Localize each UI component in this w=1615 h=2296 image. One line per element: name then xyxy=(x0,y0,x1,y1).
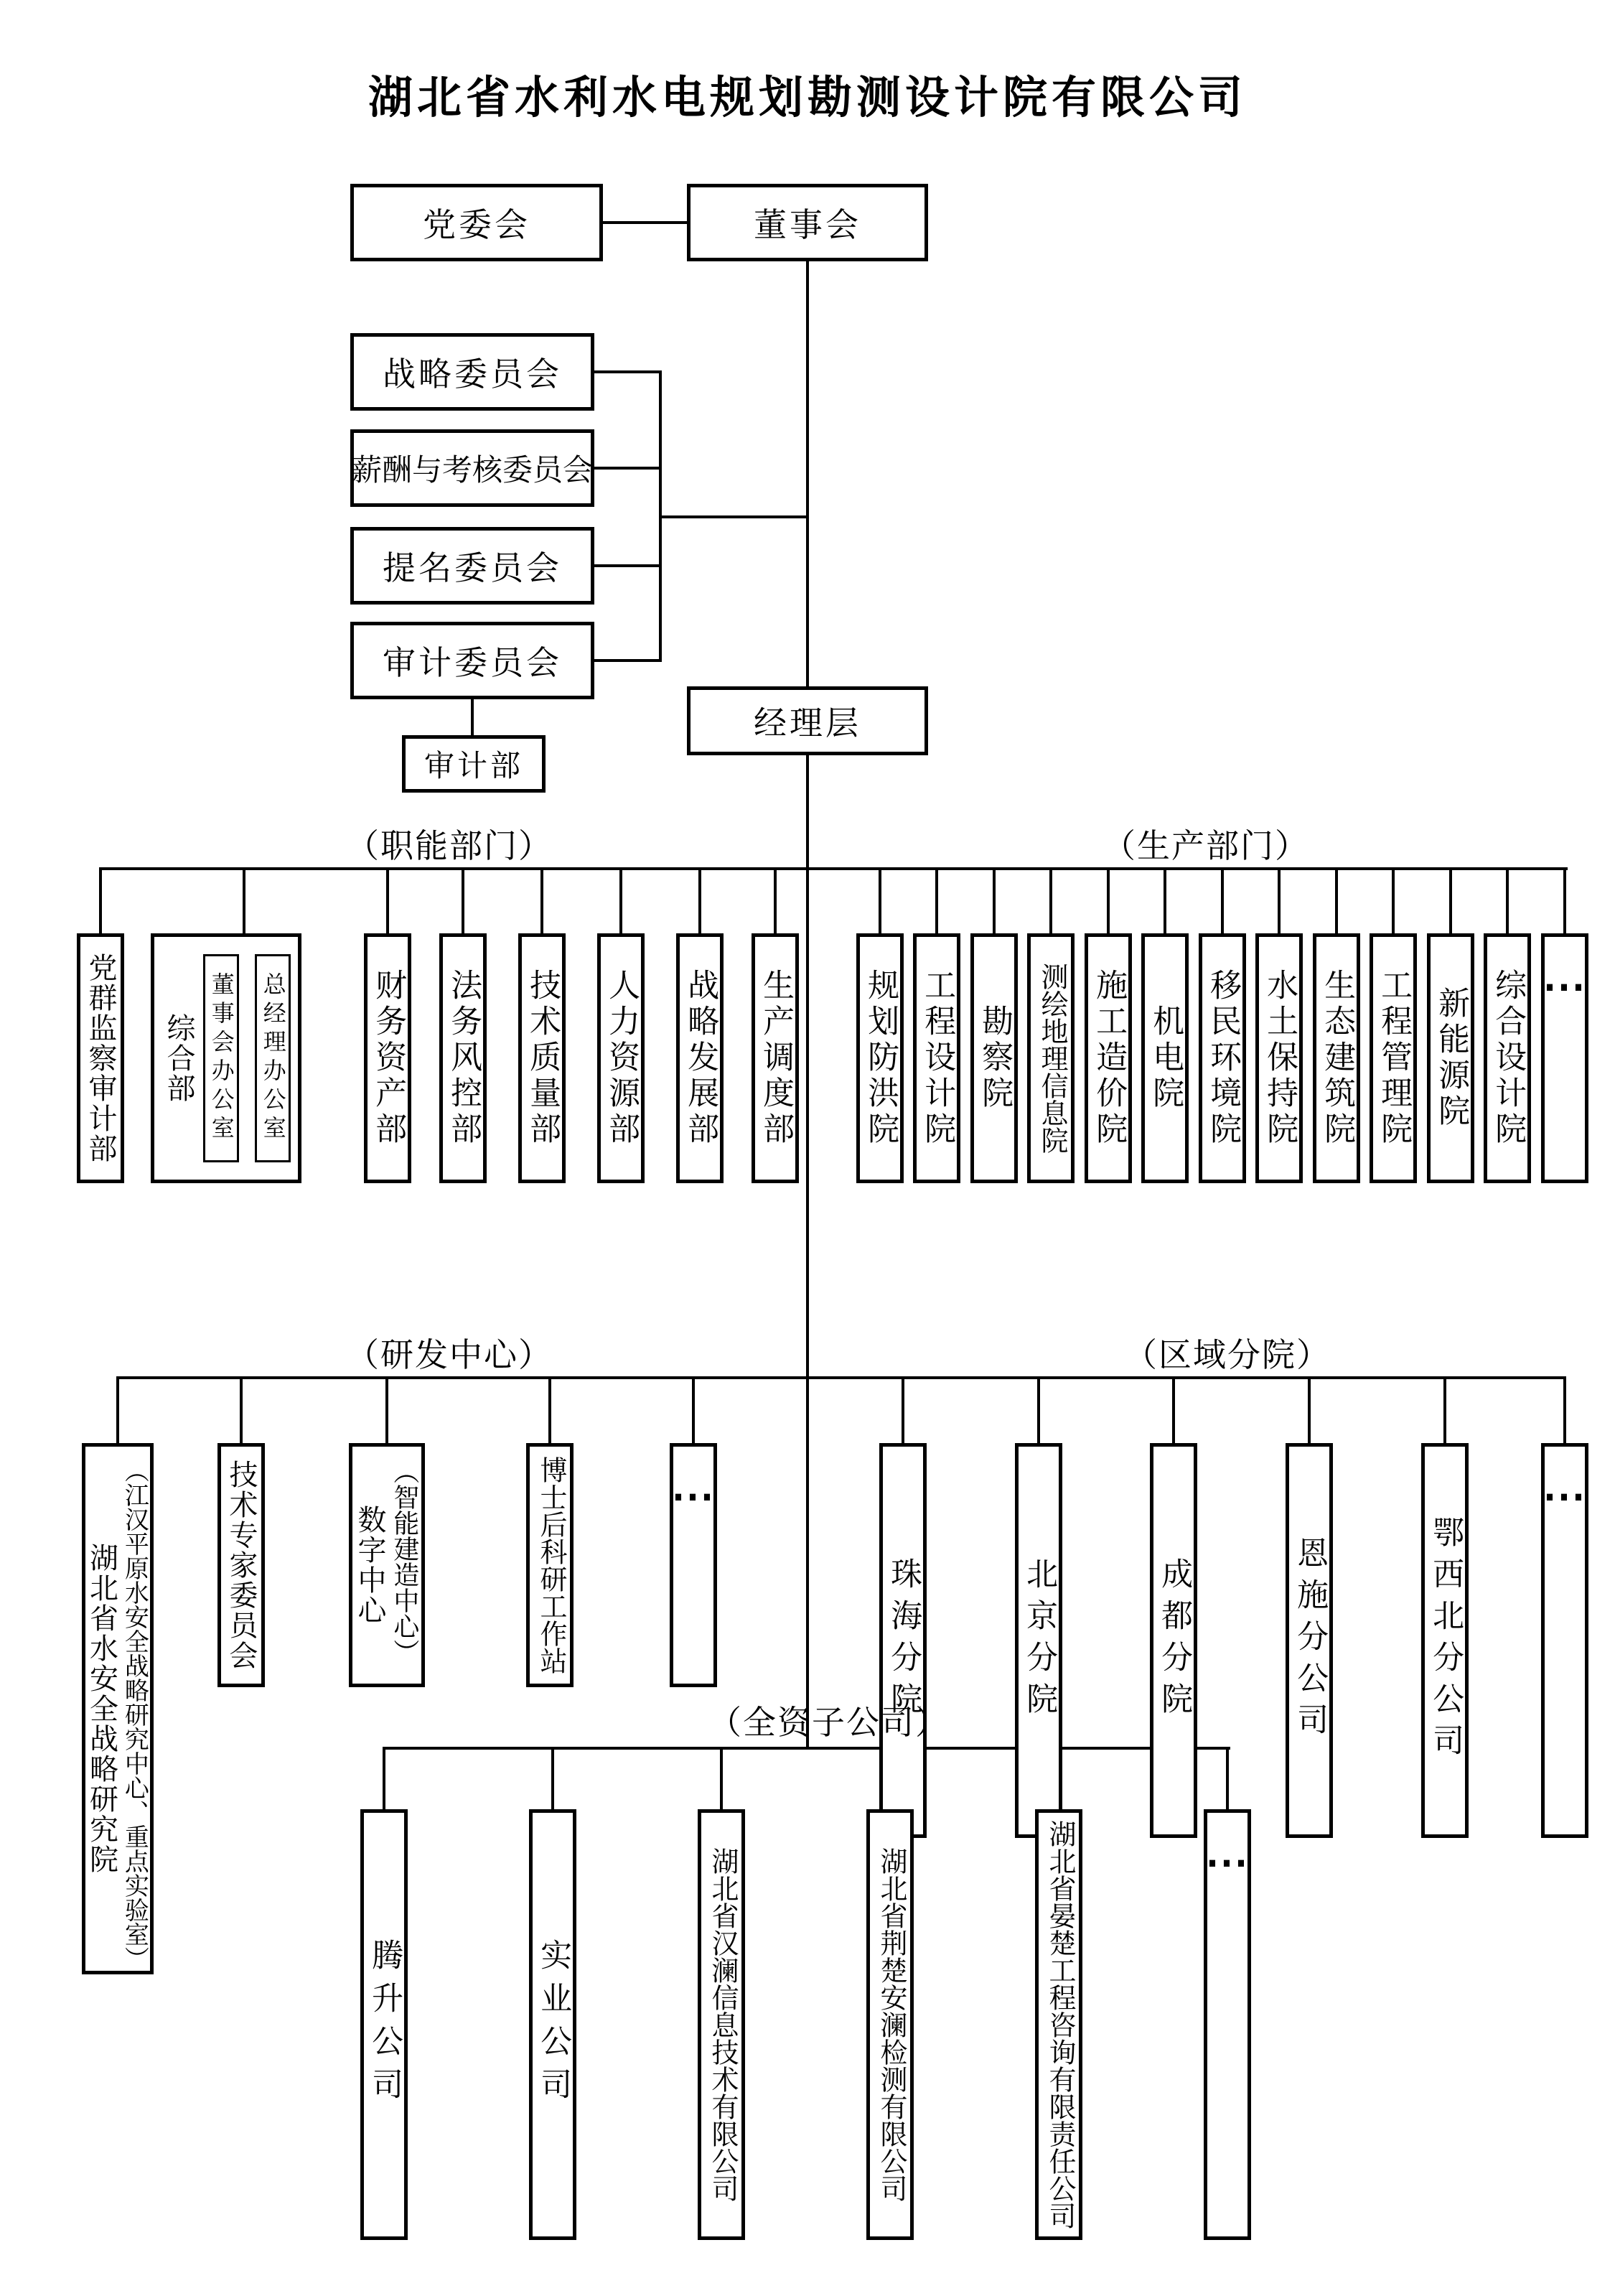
legal-risk-label: 法务风控部 xyxy=(446,969,482,1148)
production-dispatch-label: 生产调度部 xyxy=(758,969,794,1148)
node-soil-water-conservation-institute xyxy=(1255,933,1303,1183)
drop-prod-8 xyxy=(1278,870,1281,933)
connector-nomination xyxy=(594,564,660,567)
drop-prod-7 xyxy=(1221,870,1224,933)
compensation-committee-label: 薪酬与考核委员会 xyxy=(352,454,594,487)
node-zhuhai-branch xyxy=(879,1443,927,1838)
drop-prod-5 xyxy=(1107,870,1110,933)
node-legal-risk-dept xyxy=(439,933,487,1183)
drop-reg-3 xyxy=(1172,1379,1175,1443)
jianghan-plain-center-label: （江汉平原水安全战略研究中心、重点实验室） xyxy=(121,1458,148,1971)
drop-prod-2 xyxy=(935,870,938,933)
node-chengdu-branch xyxy=(1150,1443,1197,1838)
label-functional-departments: （职能部门） xyxy=(346,828,553,864)
label-production-departments: （生产部门） xyxy=(1103,828,1309,864)
audit-committee-label: 审计委员会 xyxy=(383,645,562,681)
drop-func-1 xyxy=(99,870,102,933)
node-board-label: 董事会 xyxy=(754,207,861,243)
subsidiaries-ellipsis-label: ⋯ xyxy=(1205,1839,1250,1886)
eco-architecture-label: 生态建筑院 xyxy=(1319,969,1355,1148)
node-engineering-design-institute xyxy=(913,933,960,1183)
connector-committees-trunk xyxy=(659,515,809,518)
node-strategy-committee xyxy=(350,333,594,411)
drop-reg-5 xyxy=(1443,1379,1446,1443)
audit-dept-label: 审计部 xyxy=(423,750,523,783)
node-audit-dept xyxy=(402,735,546,793)
node-yanchu-engineering-consulting-company xyxy=(1035,1809,1082,2240)
drop-prod-10 xyxy=(1392,870,1395,933)
connector-main-trunk xyxy=(806,261,809,1747)
drop-func-2 xyxy=(243,870,245,933)
drop-reg-2 xyxy=(1037,1379,1040,1443)
node-finance-assets-dept xyxy=(364,933,411,1183)
construction-cost-label: 施工造价院 xyxy=(1091,969,1127,1148)
chengdu-branch-label: 成都分院 xyxy=(1156,1557,1192,1724)
node-eco-architecture-institute xyxy=(1313,933,1360,1183)
node-postdoc-workstation xyxy=(526,1443,574,1687)
node-water-security-strategy-institute xyxy=(82,1443,154,1974)
drop-func-6 xyxy=(619,870,622,933)
connector-strategy xyxy=(594,370,660,373)
node-compensation-committee xyxy=(350,429,594,507)
node-mechanical-electrical-institute xyxy=(1141,933,1189,1183)
node-rnd-ellipsis xyxy=(670,1443,717,1687)
comprehensive-design-label: 综合设计院 xyxy=(1490,969,1526,1148)
node-new-energy-institute xyxy=(1427,933,1474,1183)
node-party-supervision-audit-dept xyxy=(77,933,124,1183)
mechanical-electrical-label: 机电院 xyxy=(1148,1004,1184,1112)
production-ellipsis-label: ⋯ xyxy=(1543,963,1587,1010)
node-board-office xyxy=(203,954,239,1162)
node-project-management-institute xyxy=(1370,933,1417,1183)
board-office-label: 董事会办公室 xyxy=(208,972,235,1144)
node-production-dispatch-dept xyxy=(752,933,799,1183)
node-shiye-company xyxy=(529,1809,576,2240)
drop-sub-1 xyxy=(383,1750,385,1809)
connector-party-board xyxy=(603,221,687,224)
node-hr-dept xyxy=(597,933,645,1183)
node-planning-flood-institute xyxy=(856,933,904,1183)
node-resettlement-environment-institute xyxy=(1199,933,1246,1183)
management-label: 经理层 xyxy=(754,705,861,742)
connector-audit-committee xyxy=(594,659,660,662)
drop-reg-1 xyxy=(902,1379,904,1443)
drop-prod-11 xyxy=(1449,870,1452,933)
general-dept-label: 综合部 xyxy=(163,1013,195,1103)
drop-sub-6 xyxy=(1226,1750,1229,1809)
gm-office-label: 总经理办公室 xyxy=(260,972,286,1144)
node-regional-ellipsis xyxy=(1541,1443,1588,1838)
resettlement-environment-label: 移民环境院 xyxy=(1205,969,1241,1148)
project-management-label: 工程管理院 xyxy=(1376,969,1412,1148)
connector-compensation xyxy=(594,467,660,470)
drop-func-4 xyxy=(462,870,464,933)
yanchu-engineering-consulting-label: 湖北省晏楚工程咨询有限责任公司 xyxy=(1044,1820,1075,2229)
beijing-branch-label: 北京分院 xyxy=(1021,1557,1057,1724)
drop-prod-12 xyxy=(1506,870,1509,933)
smart-construction-center-label: （智能建造中心） xyxy=(390,1458,419,1665)
drop-rnd-2 xyxy=(240,1379,243,1443)
water-security-strategy-label: 湖北省水安全战略研究院 xyxy=(85,1543,118,1875)
connector-level-centers xyxy=(116,1376,1566,1379)
node-party-committee xyxy=(350,184,603,261)
rnd-ellipsis-label: ⋯ xyxy=(671,1473,716,1520)
drop-prod-13 xyxy=(1563,870,1566,933)
drop-rnd-4 xyxy=(548,1379,551,1443)
node-general-dept xyxy=(151,933,301,1183)
drop-reg-4 xyxy=(1308,1379,1311,1443)
drop-func-7 xyxy=(698,870,701,933)
node-digital-center xyxy=(349,1443,425,1687)
regional-ellipsis-label: ⋯ xyxy=(1543,1473,1587,1520)
label-regional-branches: （区域分院） xyxy=(1124,1337,1331,1373)
postdoc-workstation-label: 博士后科研工作站 xyxy=(535,1456,566,1674)
drop-reg-6 xyxy=(1563,1379,1566,1443)
geomatics-label: 测绘地理信息院 xyxy=(1036,963,1067,1154)
node-geomatics-institute xyxy=(1027,933,1075,1183)
label-rnd-centers: （研发中心） xyxy=(346,1337,553,1373)
node-construction-cost-institute xyxy=(1085,933,1132,1183)
drop-prod-4 xyxy=(1049,870,1052,933)
node-production-ellipsis xyxy=(1541,933,1588,1183)
hr-label: 人力资源部 xyxy=(604,969,640,1148)
drop-rnd-3 xyxy=(385,1379,388,1443)
node-board xyxy=(687,184,928,261)
drop-prod-6 xyxy=(1164,870,1166,933)
node-hanlan-info-tech-company xyxy=(698,1809,745,2240)
node-exibei-branch xyxy=(1421,1443,1469,1838)
chart-title: 湖北省水利水电规划勘测设计院有限公司 xyxy=(368,74,1247,123)
drop-func-3 xyxy=(386,870,389,933)
new-energy-label: 新能源院 xyxy=(1433,986,1469,1130)
node-management xyxy=(687,686,928,755)
party-supervision-audit-label: 党群监察审计部 xyxy=(85,953,117,1164)
tengsheng-company-label: 腾升公司 xyxy=(367,1938,403,2111)
shiye-company-label: 实业公司 xyxy=(535,1938,571,2111)
technical-expert-committee-label: 技术专家委员会 xyxy=(225,1460,258,1671)
node-subsidiaries-ellipsis xyxy=(1204,1809,1251,2240)
exibei-branch-label: 鄂西北分公司 xyxy=(1428,1516,1464,1765)
enshi-branch-label: 恩施分公司 xyxy=(1292,1536,1328,1745)
survey-label: 勘察院 xyxy=(977,1004,1013,1112)
drop-sub-2 xyxy=(551,1750,554,1809)
drop-rnd-5 xyxy=(692,1379,695,1443)
node-tengsheng-company xyxy=(360,1809,408,2240)
node-tech-quality-dept xyxy=(518,933,566,1183)
zhuhai-branch-label: 珠海分院 xyxy=(886,1557,922,1724)
drop-func-8 xyxy=(774,870,777,933)
connector-level-subsidiaries xyxy=(383,1747,1230,1750)
node-gm-office xyxy=(255,954,291,1162)
label-subsidiaries: （全资子公司） xyxy=(708,1704,950,1741)
planning-flood-label: 规划防洪院 xyxy=(863,969,899,1148)
finance-assets-label: 财务资产部 xyxy=(370,969,406,1148)
digital-center-label: 数字中心 xyxy=(354,1505,386,1625)
strategy-committee-label: 战略委员会 xyxy=(383,356,562,393)
node-party-committee-label: 党委会 xyxy=(423,207,530,243)
tech-quality-label: 技术质量部 xyxy=(525,969,561,1148)
drop-func-5 xyxy=(540,870,543,933)
node-enshi-branch xyxy=(1286,1443,1333,1838)
node-survey-institute xyxy=(970,933,1018,1183)
connector-audit-dept xyxy=(471,699,474,735)
node-beijing-branch xyxy=(1015,1443,1062,1838)
connector-level-departments xyxy=(99,867,1568,870)
drop-rnd-1 xyxy=(116,1379,119,1443)
node-nomination-committee xyxy=(350,527,594,605)
jingchu-anlan-testing-label: 湖北省荆楚安澜检测有限公司 xyxy=(875,1847,906,2202)
node-audit-committee xyxy=(350,622,594,699)
node-strategy-dev-dept xyxy=(676,933,724,1183)
strategy-dev-label: 战略发展部 xyxy=(683,969,718,1148)
node-jingchu-anlan-testing-company xyxy=(866,1809,914,2240)
drop-prod-9 xyxy=(1335,870,1338,933)
hanlan-info-tech-label: 湖北省汉澜信息技术有限公司 xyxy=(706,1847,737,2202)
drop-sub-3 xyxy=(720,1750,723,1809)
soil-water-conservation-label: 水土保持院 xyxy=(1262,969,1298,1148)
drop-prod-3 xyxy=(993,870,996,933)
node-comprehensive-design-institute xyxy=(1484,933,1531,1183)
node-technical-expert-committee xyxy=(217,1443,265,1687)
nomination-committee-label: 提名委员会 xyxy=(383,550,562,587)
drop-prod-1 xyxy=(879,870,881,933)
engineering-design-label: 工程设计院 xyxy=(919,969,955,1148)
